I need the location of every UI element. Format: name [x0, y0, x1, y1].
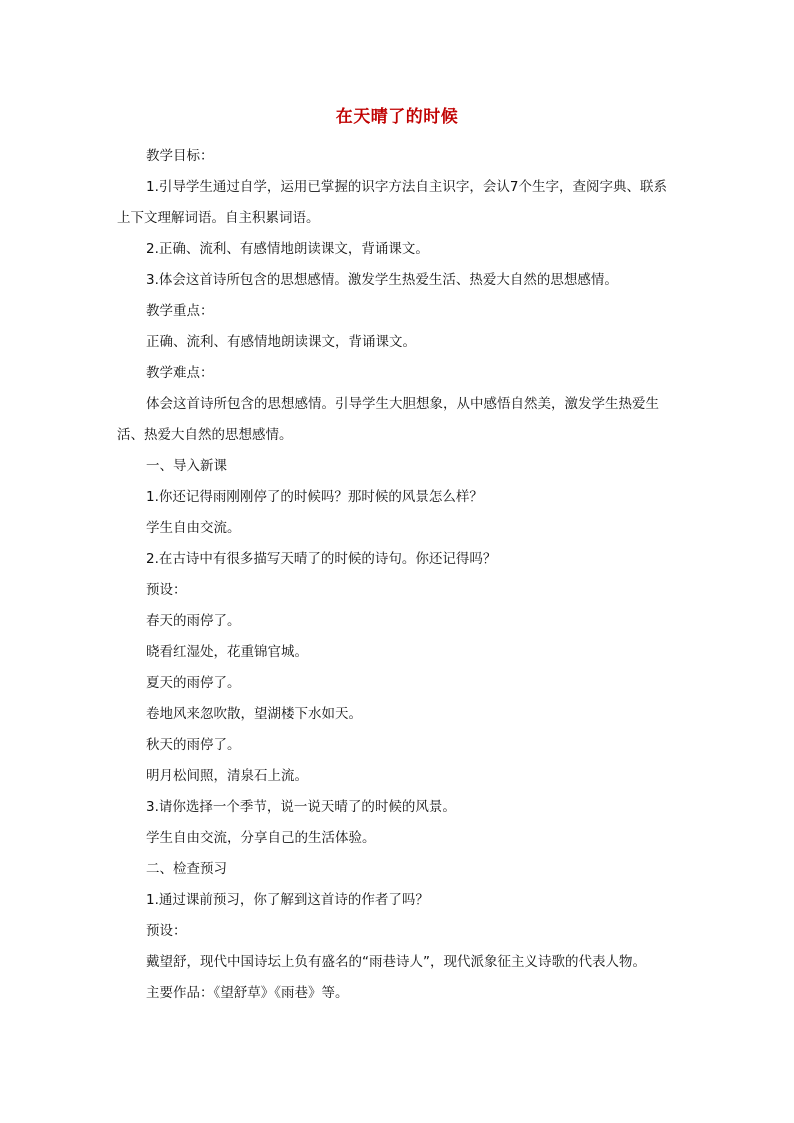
paragraph: 秋天的雨停了。 — [146, 737, 241, 753]
paragraph: 1.你还记得雨刚刚停了的时候吗？那时候的风景怎么样？ — [146, 489, 483, 505]
paragraph: 教学目标： — [146, 148, 214, 164]
paragraph: 戴望舒，现代中国诗坛上负有盛名的“雨巷诗人”，现代派象征主义诗歌的代表人物。 — [146, 954, 646, 970]
paragraph: 学生自由交流，分享自己的生活体验。 — [146, 830, 376, 846]
paragraph: 3.请你选择一个季节，说一说天晴了的时候的风景。 — [146, 799, 456, 815]
paragraph: 体会这首诗所包含的思想感情。引导学生大胆想象，从中感悟自然美，激发学生热爱生活、热爱大自然的思想感情。 — [117, 396, 659, 443]
paragraph: 3.体会这首诗所包含的思想感情。激发学生热爱生活、热爱大自然的思想感情。 — [146, 272, 618, 288]
document-body — [117, 141, 677, 1009]
paragraph: 夏天的雨停了。 — [146, 675, 241, 691]
paragraph: 1.引导学生通过自学，运用已掌握的识字方法自主识字，会认7个生字，查阅字典、联系上下文理解词语。自主积累词语。 — [117, 179, 667, 226]
paragraph: 教学重点： — [146, 303, 214, 319]
paragraph: 正确、流利、有感情地朗读课文，背诵课文。 — [146, 334, 416, 350]
paragraph: 预设： — [146, 582, 187, 598]
paragraph: 二、检查预习 — [146, 861, 227, 877]
paragraph: 卷地风来忽吹散，望湖楼下水如天。 — [146, 706, 362, 722]
paragraph: 2.正确、流利、有感情地朗读课文，背诵课文。 — [146, 241, 429, 257]
document-title: 在天晴了的时候 — [335, 107, 459, 127]
paragraph: 2.在古诗中有很多描写天晴了的时候的诗句。你还记得吗？ — [146, 551, 497, 567]
paragraph: 1.通过课前预习，你了解到这首诗的作者了吗？ — [146, 892, 429, 908]
paragraph: 明月松间照，清泉石上流。 — [146, 768, 308, 784]
paragraph: 预设： — [146, 923, 187, 939]
paragraph: 春天的雨停了。 — [146, 613, 241, 629]
paragraph: 主要作品：《望舒草》《雨巷》等。 — [146, 985, 349, 1001]
paragraph: 晓看红湿处，花重锦官城。 — [146, 644, 308, 660]
paragraph: 一、导入新课 — [146, 458, 227, 474]
paragraph: 学生自由交流。 — [146, 520, 241, 536]
paragraph: 教学难点： — [146, 365, 214, 381]
